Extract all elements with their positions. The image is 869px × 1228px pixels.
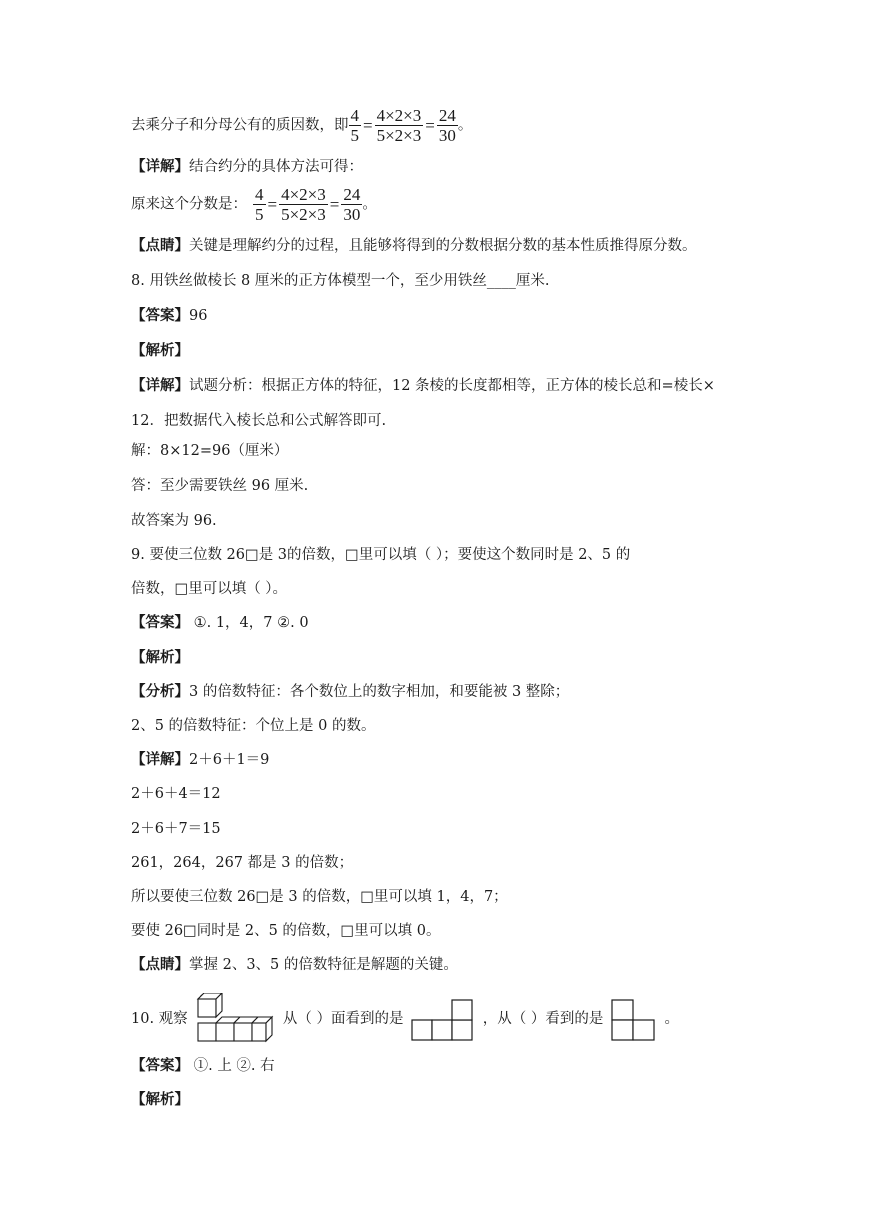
q8-detail-1: 【详解】试题分析：根据正方体的特征，12 条棱的长度都相等，正方体的棱长总和=棱长× [131, 377, 715, 394]
q8-final: 故答案为 96. [131, 513, 217, 529]
q10-question: 10. 观察 从（ ）面看到的是 ，从（ ）看到的是 。 [131, 993, 679, 1043]
text: 去乘分子和分母公有的质因数，即 [131, 117, 349, 134]
q9-dianjing: 【点睛】掌握 2、3、5 的倍数特征是解题的关键。 [131, 956, 458, 973]
q9-analysis-label: 【解析】 [131, 649, 189, 666]
q9-detail: 【详解】2＋6＋1＝9 [131, 751, 270, 768]
q8-analysis-label: 【解析】 [131, 342, 189, 359]
fraction: $\frac{4}{5}$ [350, 106, 359, 145]
q10-analysis-label: 【解析】 [131, 1091, 189, 1108]
cube-solid-figure [196, 993, 274, 1045]
q8-detail-2: 12．把数据代入棱长总和公式解答即可. [131, 413, 387, 429]
fraction-line-1: 去乘分子和分母公有的质因数，即 $\frac{4}{5}$ = $\frac{4\times 2\times 3}{5\times 2\times 3}$ = $\frac{24}{30}$ 。 [131, 106, 473, 145]
q9-conclusion-2: 要使 26□同时是 2、5 的倍数，□里可以填 0。 [131, 923, 441, 939]
fraction: $\frac{24}{30}$ [438, 106, 456, 145]
q8-solution: 解：8×12=96（厘米） [131, 443, 289, 459]
fraction: $\frac{24}{30}$ [343, 185, 361, 224]
q8-answer: 【答案】96 [131, 307, 208, 324]
view-figure-2 [610, 996, 658, 1042]
dianjing-line: 【点睛】关键是理解约分的过程，且能够将得到的分数根据分数的基本性质推得原分数。 [131, 237, 697, 254]
fraction: $\frac{4\times 2\times 3}{5\times 2\times 3}$ [281, 185, 326, 224]
q9-calc-3: 2＋6＋7＝15 [131, 821, 221, 837]
q9-multiples: 261，264，267 都是 3 的倍数； [131, 855, 354, 871]
fraction-line-2: 原来这个分数是： $\frac{4}{5}$ = $\frac{4\times 2\times 3}{5\times 2\times 3}$ = $\frac{24}{30}$ 。 [131, 185, 377, 224]
q9-question-2: 倍数，□里可以填（ ）。 [131, 581, 288, 597]
q8-question: 8. 用铁丝做棱长 8 厘米的正方体模型一个，至少用铁丝____厘米. [131, 273, 550, 289]
fraction: $\frac{4}{5}$ [255, 185, 264, 224]
q9-question-1: 9. 要使三位数 26□是 3的倍数，□里可以填（ ）；要使这个数同时是 2、5 的 [131, 547, 631, 563]
q9-answer: 【答案】 ①. 1，4，7 ②. 0 [131, 614, 309, 631]
q9-calc-2: 2＋6＋4＝12 [131, 786, 221, 802]
q8-answer-text: 答：至少需要铁丝 96 厘米. [131, 478, 309, 494]
view-figure-1 [410, 996, 476, 1042]
detail-line: 【详解】结合约分的具体方法可得： [131, 158, 363, 175]
q9-fenxi: 【分析】3 的倍数特征：各个数位上的数字相加，和要能被 3 整除； [131, 683, 570, 700]
q9-conclusion-1: 所以要使三位数 26□是 3 的倍数，□里可以填 1，4，7； [131, 889, 508, 905]
fraction: $\frac{4\times 2\times 3}{5\times 2\times 3}$ [376, 106, 422, 145]
q9-rule: 2、5 的倍数特征：个位上是 0 的数。 [131, 718, 376, 734]
q10-answer: 【答案】 ①. 上 ②. 右 [131, 1057, 275, 1074]
